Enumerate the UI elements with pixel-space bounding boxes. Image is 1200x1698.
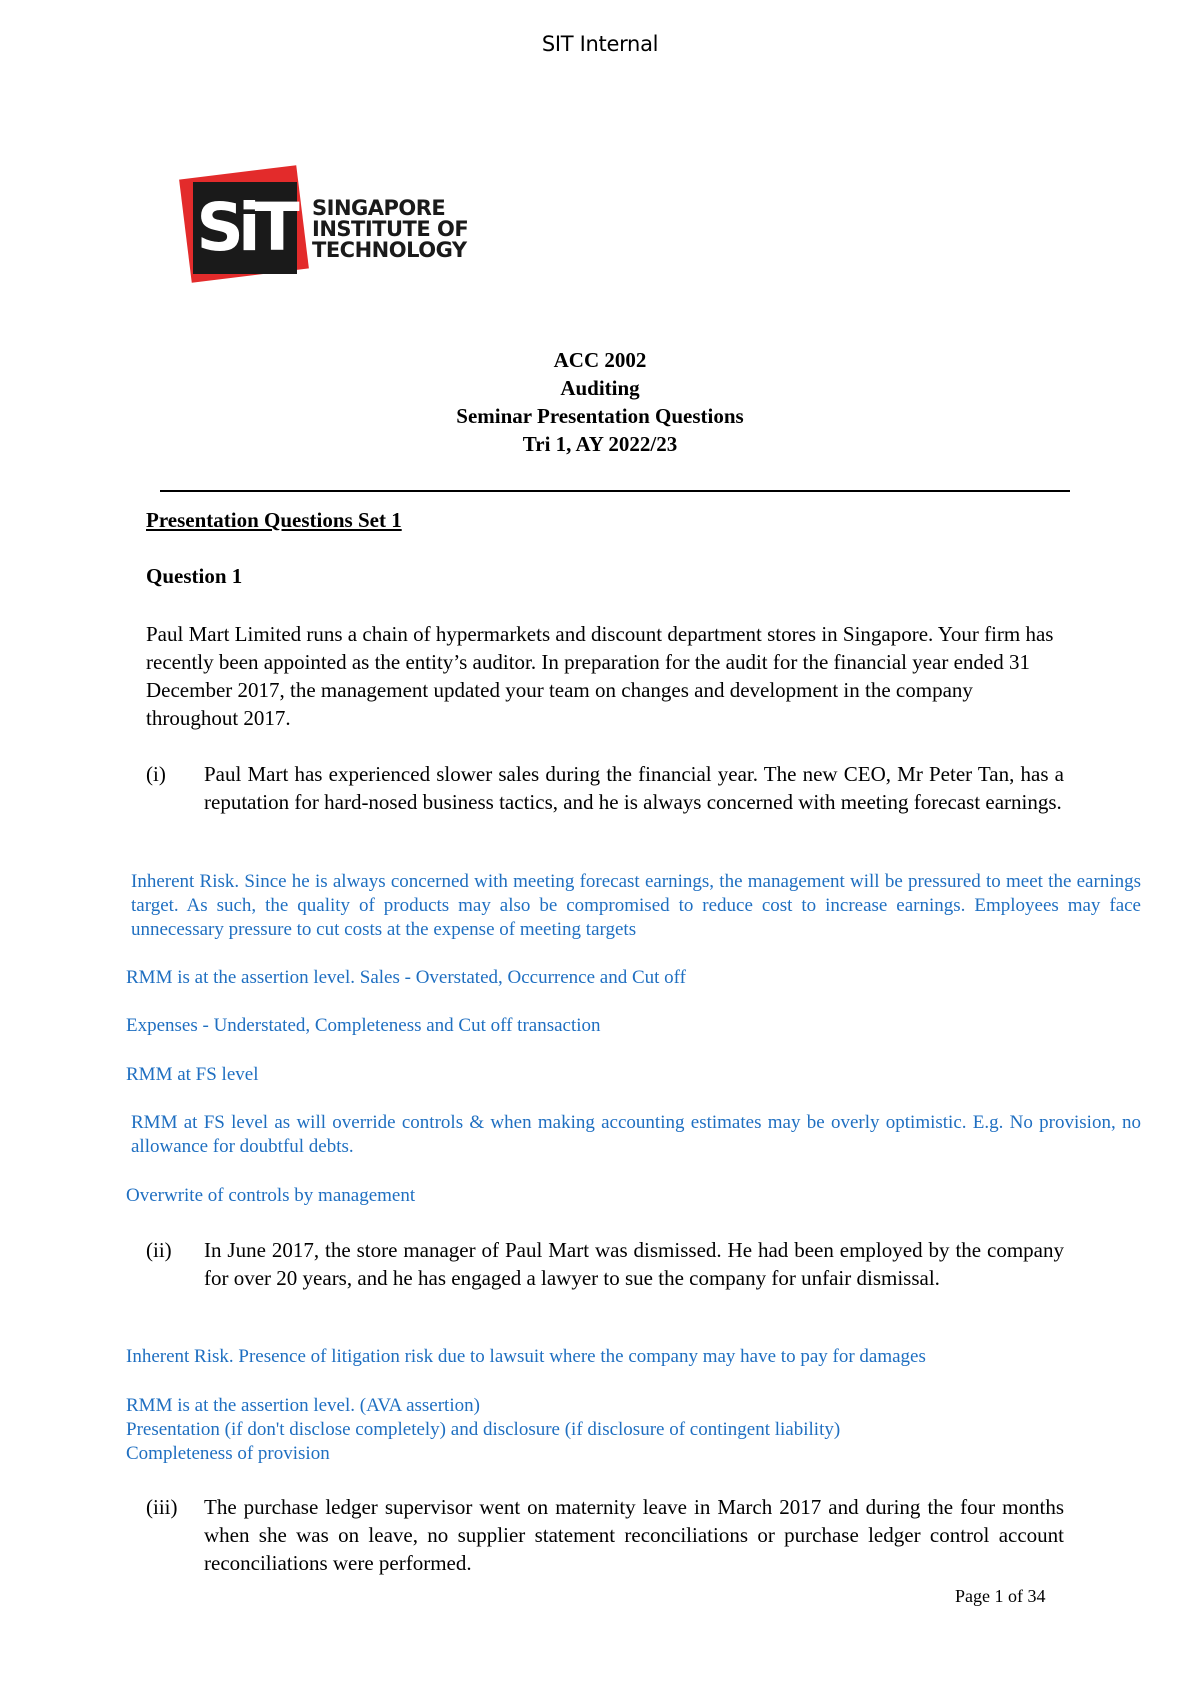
answer-note: Inherent Risk. Presence of litigation risk due to lawsuit where the company may have to pay for damages	[126, 1346, 926, 1367]
answer-note: Completeness of provision	[126, 1443, 330, 1464]
answer-note: RMM is at the assertion level. Sales - Overstated, Occurrence and Cut off	[126, 967, 686, 988]
item-numeral: (iii)	[146, 1495, 178, 1519]
term: Tri 1, AY 2022/23	[522, 432, 678, 456]
item-text: The purchase ledger supervisor went on maternity leave in March 2017 and during the four months when she was on leave, no supplier statement reconciliations or purchase ledger control account reconciliations were performed.	[204, 1495, 1064, 1575]
logo-line-2: INSTITUTE OF	[312, 217, 469, 241]
set-heading: Presentation Questions Set 1	[146, 508, 402, 532]
logo-line-3: TECHNOLOGY	[312, 238, 467, 262]
page-number: Page 1 of 34	[955, 1586, 1046, 1606]
answer-note: Presentation (if don't disclose completely) and disclosure (if disclosure of contingent liability)	[126, 1419, 841, 1440]
answer-note: RMM at FS level	[126, 1064, 259, 1085]
course-name: Auditing	[560, 376, 640, 400]
question-heading: Question 1	[146, 564, 243, 588]
answer-note: RMM at FS level as will override controls & when making accounting estimates may be overly optimistic. E.g. No provision, no allowance for doubtful debts.	[131, 1112, 1141, 1157]
item-text: Paul Mart has experienced slower sales during the financial year. The new CEO, Mr Peter Tan, has a reputation for hard-nosed business tactics, and he is always concerned with meeting forecast earnings.	[204, 762, 1064, 814]
answer-note: Expenses - Understated, Completeness and Cut off transaction	[126, 1015, 601, 1036]
classification-label: SIT Internal	[541, 32, 659, 56]
document-title	[0, 346, 1200, 458]
item-text: In June 2017, the store manager of Paul Mart was dismissed. He had been employed by the company for over 20 years, and he has engaged a lawyer to sue the company for unfair dismissal.	[204, 1238, 1064, 1290]
title-divider	[160, 490, 1070, 492]
logo-line-1: SINGAPORE	[312, 196, 446, 220]
sit-logo	[182, 170, 469, 290]
logo-mark: SiT	[196, 189, 294, 266]
answer-note: RMM is at the assertion level. (AVA assertion)	[126, 1395, 480, 1416]
answer-note: Overwrite of controls by management	[126, 1185, 416, 1206]
logo-wordmark	[312, 198, 468, 261]
question-intro: Paul Mart Limited runs a chain of hypermarkets and discount department stores in Singapore. Your firm has recently been appointed as the entity’s auditor. In preparation for the audit for the financial year ended 31 December 2017, the management updated your team on changes and development in the company throughout 2017.	[146, 622, 1054, 730]
document-type: Seminar Presentation Questions	[456, 404, 744, 428]
course-code: ACC 2002	[553, 348, 647, 372]
answer-note: Inherent Risk. Since he is always concerned with meeting forecast earnings, the management will be pressured to meet the earnings target. As such, the quality of products may also be compromised to reduce cost to increase earnings. Employees may face unnecessary pressure to cut costs at the expense of meeting targets	[131, 871, 1141, 940]
item-numeral: (ii)	[146, 1238, 172, 1262]
item-numeral: (i)	[146, 762, 166, 786]
